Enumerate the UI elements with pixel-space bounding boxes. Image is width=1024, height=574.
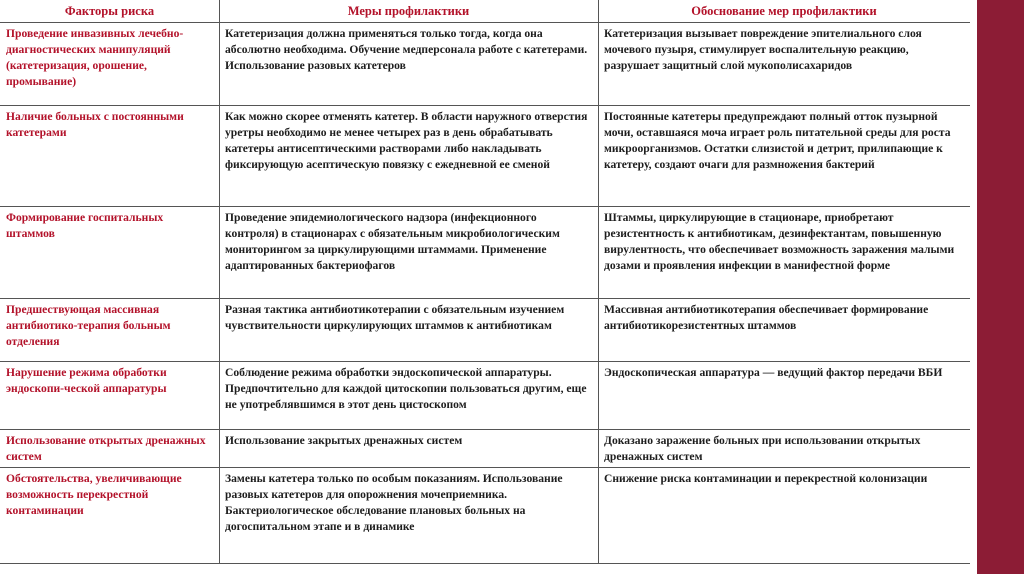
- risk-factor-cell: Предшествующая массивная антибиотико-терапия больным отделения: [0, 299, 219, 362]
- table-row: [0, 299, 970, 362]
- decorative-sidebar: [977, 0, 1024, 574]
- measures-cell: Проведение эпидемиологического надзора (инфекционного контроля) в стационарах с обязательным микробиологическим мониторингом за циркулирующими штаммами. Применение адаптированных бактериофагов: [219, 207, 598, 299]
- rationale-cell: Массивная антибиотикотерапия обеспечивает формирование антибиотикорезистентных штаммов: [598, 299, 970, 362]
- table-header-row: [0, 0, 970, 23]
- measures-cell: Разная тактика антибиотикотерапии с обязательным изучением чувствительности циркулирующих штаммов к антибиотикам: [219, 299, 598, 362]
- table-row: [0, 468, 970, 564]
- measures-cell: Использование закрытых дренажных систем: [219, 430, 598, 468]
- sidebar-divider: [971, 0, 973, 574]
- rationale-cell: Штаммы, циркулирующие в стационаре, приобретают резистентность к антибиотикам, дезинфектантам, повышенную вирулентность, что обеспечивает возможность заражения малыми дозами и проявления инфекции в манифестной форме: [598, 207, 970, 299]
- column-divider: [219, 0, 220, 563]
- header-rationale: Обоснование мер профилактики: [598, 0, 970, 23]
- risk-factor-cell: Наличие больных с постоянными катетерами: [0, 106, 219, 207]
- table-row: [0, 362, 970, 430]
- risk-factor-cell: Формирование госпитальных штаммов: [0, 207, 219, 299]
- measures-cell: Катетеризация должна применяться только тогда, когда она абсолютно необходима. Обучение медперсонала работе с катетерами. Использование разовых катетеров: [219, 23, 598, 106]
- table-row: [0, 23, 970, 106]
- header-prevention-measures: Меры профилактики: [219, 0, 598, 23]
- measures-cell: Соблюдение режима обработки эндоскопической аппаратуры. Предпочтительно для каждой цитоскопии пользоваться другим, еще не употреблявшимся в этот день цистоскопом: [219, 362, 598, 430]
- rationale-cell: Снижение риска контаминации и перекрестной колонизации: [598, 468, 970, 564]
- risk-factor-cell: Нарушение режима обработки эндоскопи-ческой аппаратуры: [0, 362, 219, 430]
- table-row: [0, 106, 970, 207]
- header-risk-factors: Факторы риска: [0, 0, 219, 23]
- risk-factor-cell: Проведение инвазивных лечебно-диагностических манипуляций (катетеризация, орошение, промывание): [0, 23, 219, 106]
- table-row: [0, 207, 970, 299]
- rationale-cell: Катетеризация вызывает повреждение эпителиального слоя мочевого пузыря, стимулирует воспалительную реакцию, разрушает защитный слой мукополисахаридов: [598, 23, 970, 106]
- column-divider: [598, 0, 599, 563]
- rationale-cell: Постоянные катетеры предупреждают полный отток пузырной мочи, оставшаяся моча играет роль питательной среды для роста микроорганизмов. Остатки слизистой и детрит, прилипающие к катетеру, создают очаги для размножения бактерий: [598, 106, 970, 207]
- measures-cell: Замены катетера только по особым показаниям. Использование разовых катетеров для опорожнения мочеприемника. Бактериологическое обследование плановых больных на догоспитальном этапе и в динамике: [219, 468, 598, 564]
- risk-factor-cell: Обстоятельства, увеличивающие возможность перекрестной контаминации: [0, 468, 219, 564]
- table-bottom-border: [0, 563, 970, 564]
- rationale-cell: Эндоскопическая аппаратура — ведущий фактор передачи ВБИ: [598, 362, 970, 430]
- measures-cell: Как можно скорее отменять катетер. В области наружного отверстия уретры необходимо не менее четырех раз в день обрабатывать катетеры антисептическими растворами либо накладывать фиксирующую асептическую повязку с ежедневной ее сменой: [219, 106, 598, 207]
- risk-factor-cell: Использование открытых дренажных систем: [0, 430, 219, 468]
- table-row: [0, 430, 970, 468]
- rationale-cell: Доказано заражение больных при использовании открытых дренажных систем: [598, 430, 970, 468]
